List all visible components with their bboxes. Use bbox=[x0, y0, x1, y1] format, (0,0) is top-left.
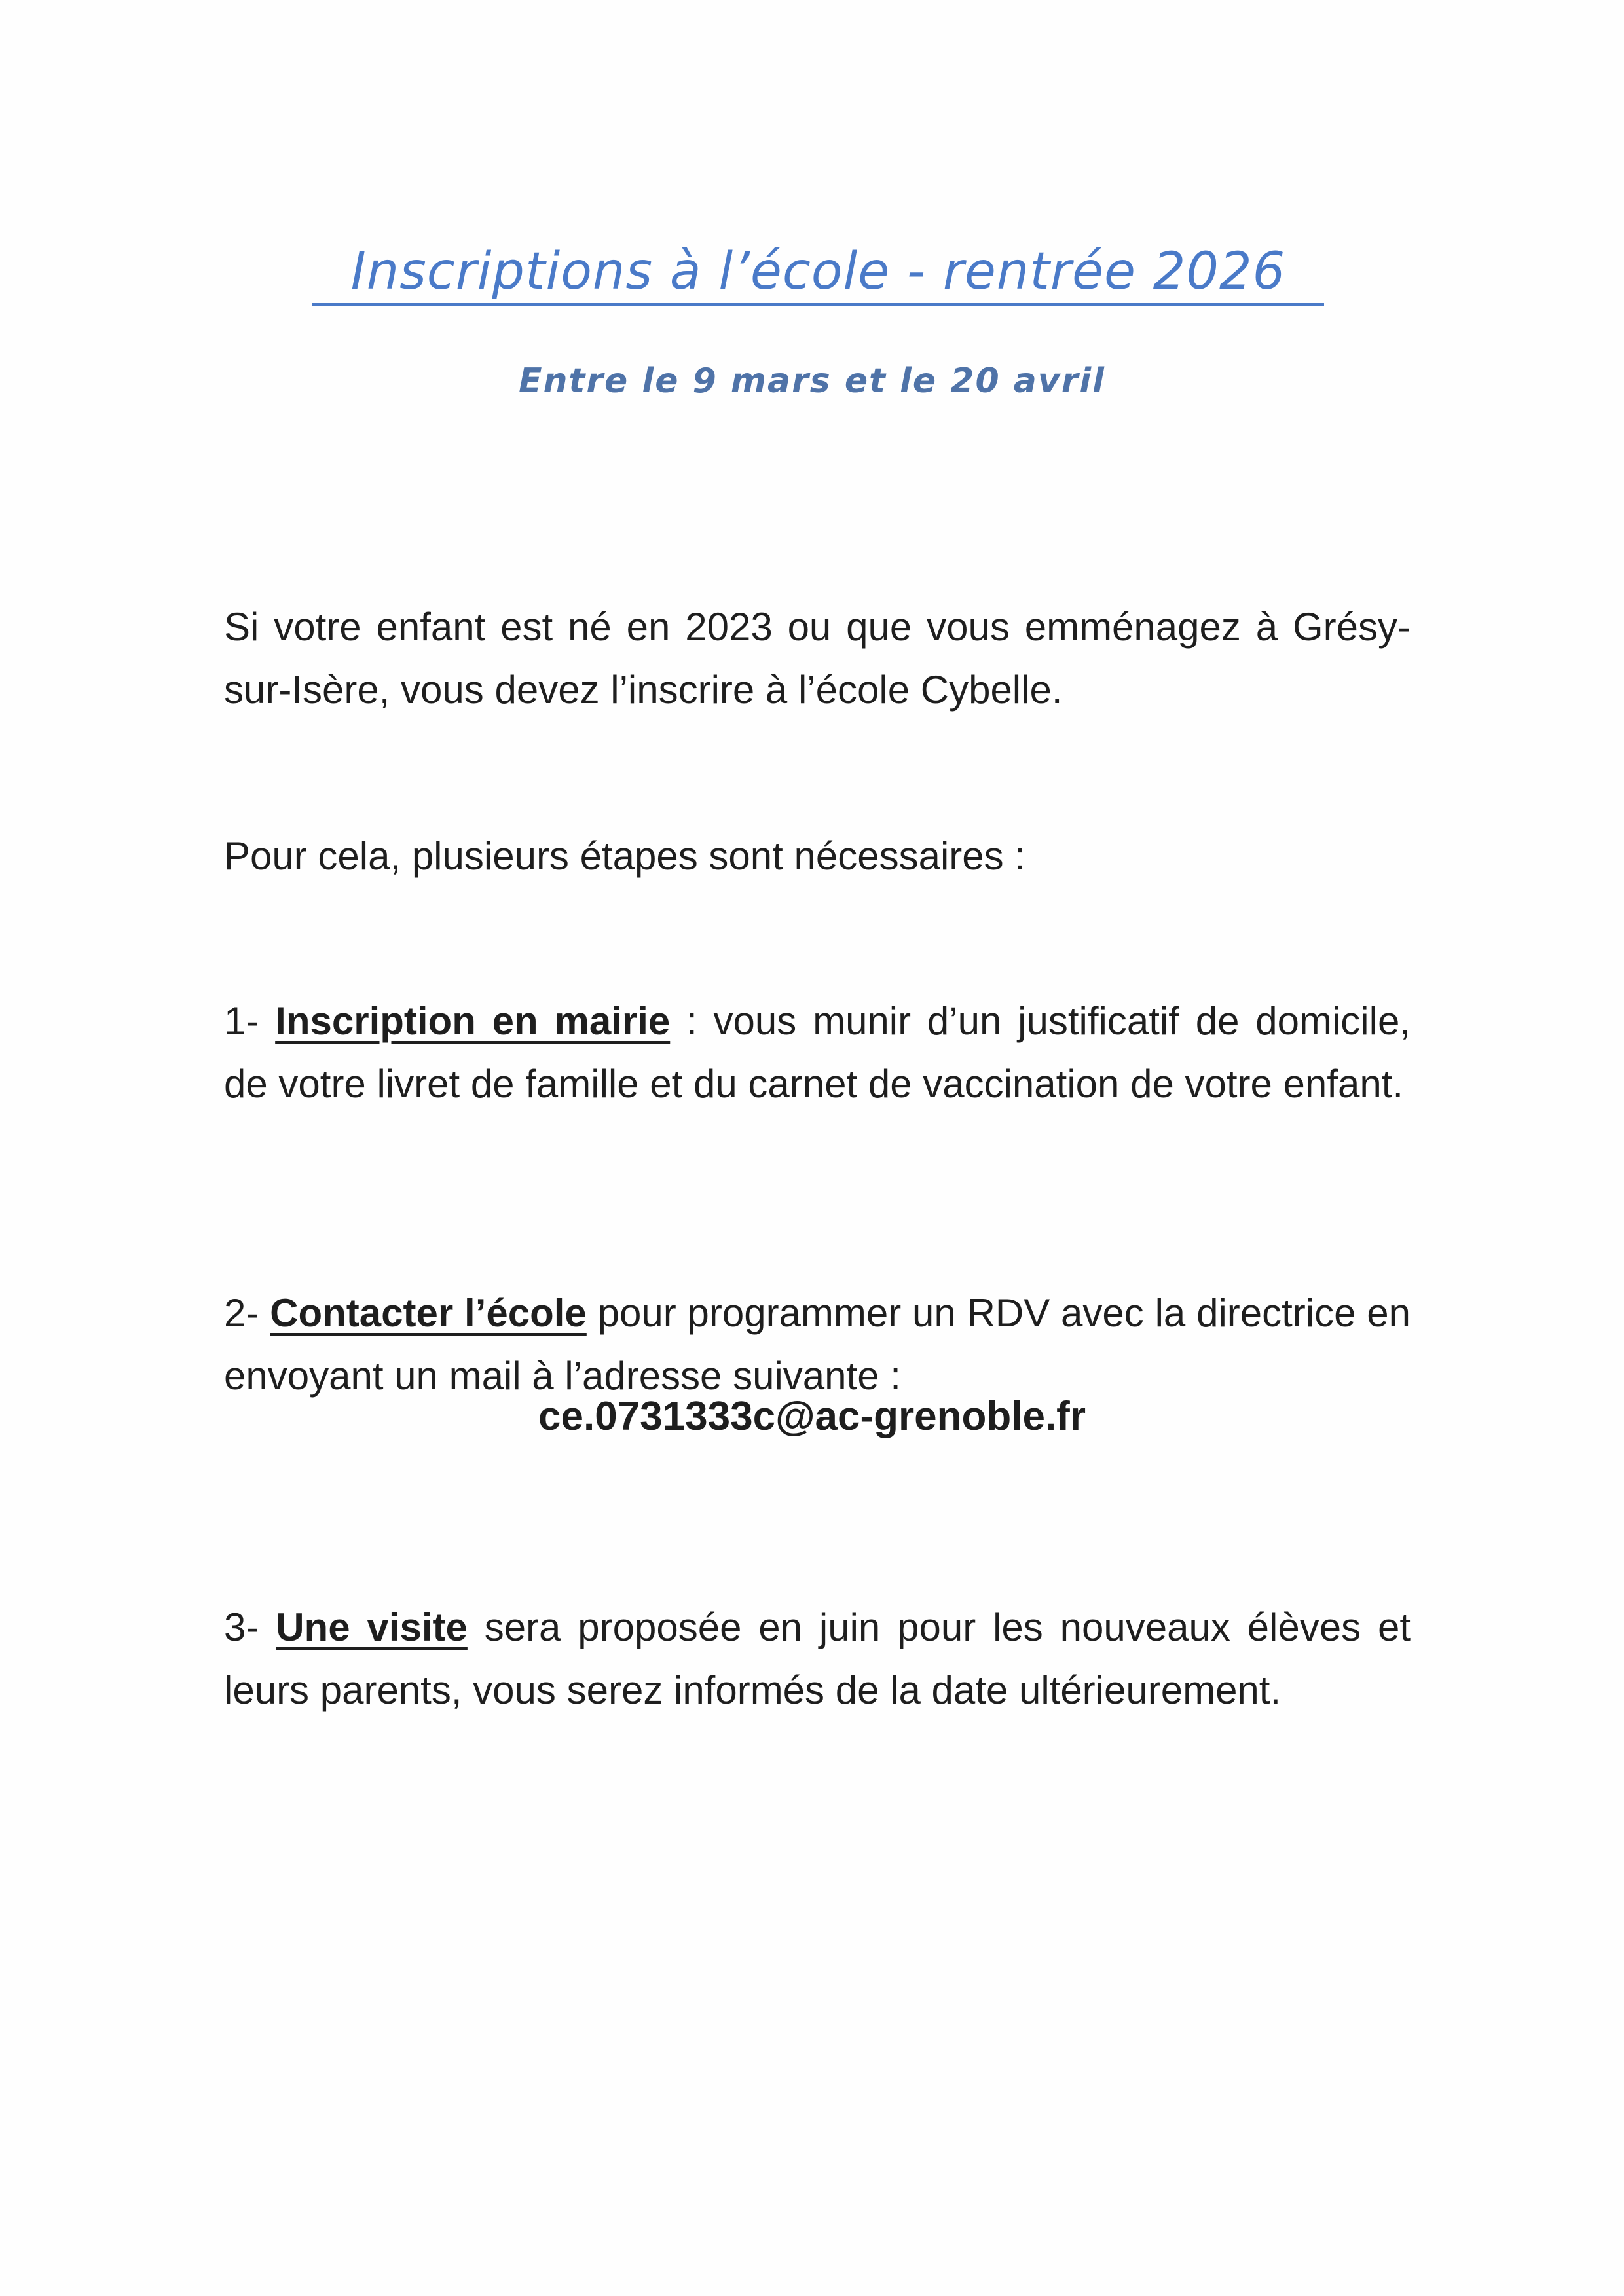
step-3-title: Une visite bbox=[276, 1605, 468, 1649]
step-3-text: sera proposée en juin pour les nouveaux élèves et leurs parents, vous serez informés de la date ultérieurement. bbox=[224, 1605, 1411, 1712]
steps-intro-paragraph: Pour cela, plusieurs étapes sont nécessaires : bbox=[224, 834, 1025, 878]
step-1-number: 1- bbox=[224, 999, 259, 1043]
step-3 bbox=[224, 1596, 1411, 1722]
intro-paragraph: Si votre enfant est né en 2023 ou que vous emménagez à Grésy-sur-Isère, vous devez l’inscrire à l’école Cybelle. bbox=[224, 605, 1411, 712]
school-email-address[interactable]: ce.0731333c@ac-grenoble.fr bbox=[538, 1394, 1086, 1439]
step-1 bbox=[224, 990, 1411, 1116]
title-underline bbox=[312, 303, 1324, 306]
step-1-title: Inscription en mairie bbox=[275, 999, 671, 1043]
step-2-title: Contacter l’école bbox=[270, 1291, 587, 1335]
step-2-number: 2- bbox=[224, 1291, 259, 1335]
step-3-number: 3- bbox=[224, 1605, 259, 1649]
step-2-text: pour programmer un RDV avec la directrice en envoyant un mail à l’adresse suivante : bbox=[224, 1291, 1411, 1398]
page-title: Inscriptions à l’école - rentrée 2026 bbox=[350, 242, 1286, 301]
step-2 bbox=[224, 1282, 1411, 1408]
step-1-text: : vous munir d’un justificatif de domicile, de votre livret de famille et du carnet de vaccination de votre enfant. bbox=[224, 999, 1411, 1106]
date-range-subtitle: Entre le 9 mars et le 20 avril bbox=[518, 361, 1106, 401]
